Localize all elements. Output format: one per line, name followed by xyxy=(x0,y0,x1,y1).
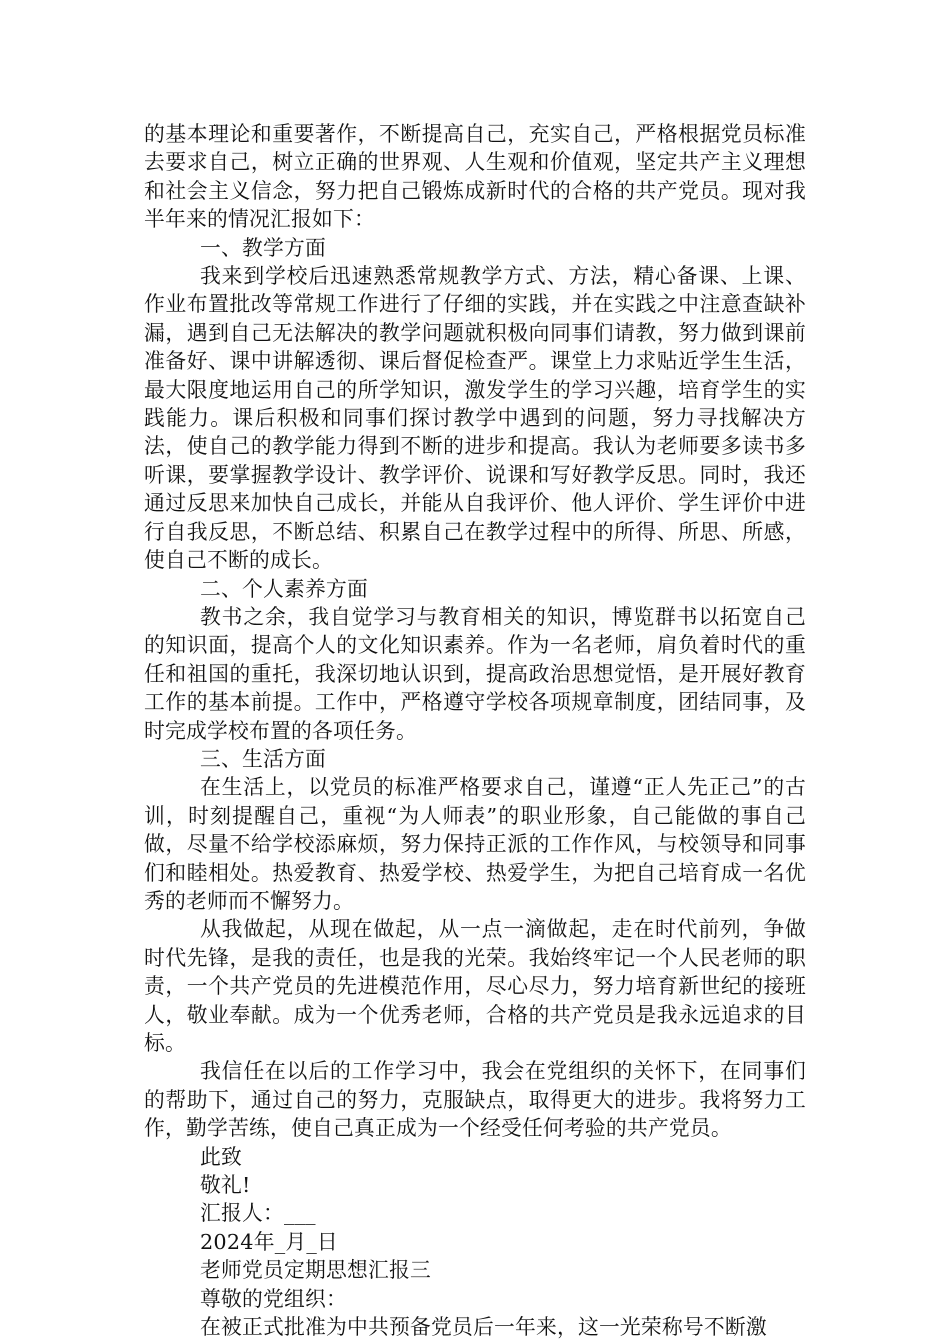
section-heading-personal: 二、个人素养方面 xyxy=(200,576,368,601)
paragraph-start-from-me: 从我做起，从现在做起，从一点一滴做起，走在时代前列，争做时代先锋，是我的责任，也是我的光荣。我始终牢记一个人民老师的职责，一个共产党员的先进模范作用，尽心尽力，努力培育新世纪的接班人，敬业奉献。成为一个优秀老师，合格的共产党员是我永远追求的目标。 xyxy=(144,917,806,1055)
paragraph-life: 在生活上，以党员的标准严格要求自己，谨遵“正人先正己”的古训，时刻提醒自己，重视“为人师表”的职业形象，自己能做的事自己做，尽量不给学校添麻烦，努力保持正派的工作作风，与校领导和同事们和睦相处。热爱教育、热爱学校、热爱学生，为把自己培育成一名优秀的老师而不懈努力。 xyxy=(144,775,806,913)
report-title-three: 老师党员定期思想汇报三 xyxy=(200,1258,431,1283)
section-heading-life: 三、生活方面 xyxy=(200,746,326,771)
paragraph-teaching: 我来到学校后迅速熟悉常规教学方式、方法，精心备课、上课、作业布置批改等常规工作进行了仔细的实践，并在实践之中注意查缺补漏，遇到自己无法解决的教学问题就积极向同事们请教，努力做到课前准备好、课中讲解透彻、课后督促检查严。课堂上力求贴近学生生活，最大限度地运用自己的所学知识，激发学生的学习兴趣，培育学生的实践能力。课后积极和同事们探讨教学中遇到的问题，努力寻找解决方法，使自己的教学能力得到不断的进步和提高。我认为老师要多读书多听课，要掌握教学设计、教学评价、说课和写好教学反思。同时，我还通过反思来加快自己成长，并能从自我评价、他人评价、学生评价中进行自我反思，不断总结、积累自己在教学过程中的所得、所思、所感，使自己不断的成长。 xyxy=(144,264,806,573)
document-page xyxy=(144,120,806,1341)
reporter-line: 汇报人：___ xyxy=(200,1201,316,1226)
paragraph-personal: 教书之余，我自觉学习与教育相关的知识，博览群书以拓宽自己的知识面，提高个人的文化知识素养。作为一名老师，肩负着时代的重任和祖国的重托，我深切地认识到，提高政治思想觉悟，是开展好教育工作的基本前提。工作中，严格遵守学校各项规章制度，团结同事，及时完成学校布置的各项任务。 xyxy=(144,604,806,743)
paragraph-belief: 我信任在以后的工作学习中，我会在党组织的关怀下，在同事们的帮助下，通过自己的努力，克服缺点，取得更大的进步。我将努力工作，勤学苦练，使自己真正成为一个经受任何考验的共产党员。 xyxy=(144,1059,806,1141)
closing-regards: 敬礼! xyxy=(200,1173,251,1198)
paragraph-intro: 的基本理论和重要著作，不断提高自己，充实自己，严格根据党员标准去要求自己，树立正确的世界观、人生观和价值观，坚定共产主义理想和社会主义信念，努力把自己锻炼成新时代的合格的共产党员。现对我半年来的情况汇报如下： xyxy=(144,122,806,232)
date-line: 2024年_月_日 xyxy=(200,1229,338,1254)
paragraph-opening-three: 在被正式批准为中共预备党员后一年来，这一光荣称号不断激 xyxy=(200,1315,767,1340)
closing-salutation: 此致 xyxy=(200,1144,242,1169)
greeting-party: 尊敬的党组织： xyxy=(200,1286,347,1311)
section-heading-teaching: 一、教学方面 xyxy=(200,235,326,260)
